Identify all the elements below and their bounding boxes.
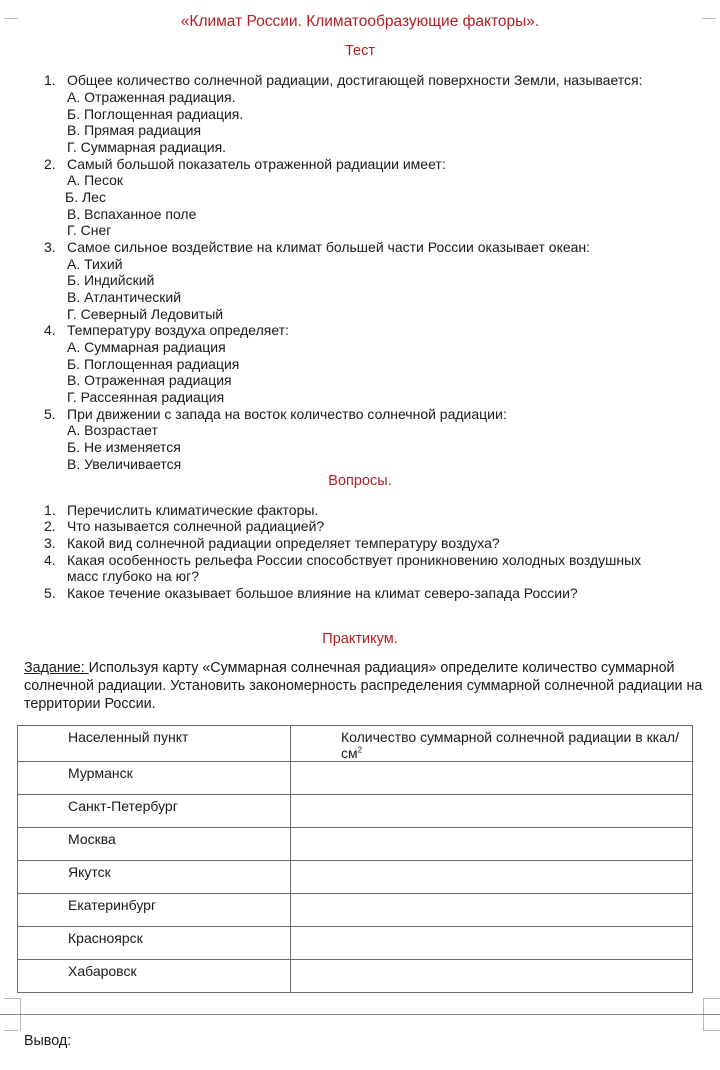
question-text: Перечислить климатические факторы. xyxy=(67,502,319,518)
practicum-heading: Практикум. xyxy=(322,631,398,647)
test-heading: Тест xyxy=(345,43,375,59)
answer-option: Б. Поглощенная радиация xyxy=(67,356,240,372)
answer-option: В. Увеличивается xyxy=(67,456,182,472)
table-row xyxy=(18,960,693,993)
column-header-settlement: Населенный пункт xyxy=(18,726,291,762)
city-cell: Мурманск xyxy=(18,762,291,795)
question-text: Какое течение оказывает большое влияние на климат северо-запада России? xyxy=(67,585,578,601)
answer-option: Г. Снег xyxy=(67,222,112,238)
question-number: 1. xyxy=(44,72,56,88)
value-cell[interactable] xyxy=(291,762,693,795)
question-text: При движении с запада на восток количество солнечной радиации: xyxy=(67,406,507,422)
question-number: 2. xyxy=(44,518,56,534)
value-cell[interactable] xyxy=(291,927,693,960)
answer-option: А. Суммарная радиация xyxy=(67,339,226,355)
answer-option: Б. Лес xyxy=(65,189,106,205)
value-cell[interactable] xyxy=(291,828,693,861)
question-number: 3. xyxy=(44,239,56,255)
value-cell[interactable] xyxy=(291,795,693,828)
answer-option: А. Песок xyxy=(67,172,124,188)
question-text: Температуру воздуха определяет: xyxy=(67,322,289,338)
document-title: «Климат России. Климатообразующие факторы». xyxy=(180,13,540,30)
questions-heading: Вопросы. xyxy=(328,473,392,489)
answer-option: Б. Индийский xyxy=(67,272,155,288)
question-number: 4. xyxy=(44,552,56,568)
question-number: 5. xyxy=(44,406,56,422)
table-row xyxy=(18,927,693,960)
value-cell[interactable] xyxy=(291,960,693,993)
question-text: Общее количество солнечной радиации, достигающей поверхности Земли, называется: xyxy=(67,72,643,88)
table-row xyxy=(18,894,693,927)
question-text: Какая особенность рельефа России способствует проникновению холодных воздушных xyxy=(67,552,642,568)
page-corner-mark xyxy=(4,1030,18,1031)
city-cell: Екатеринбург xyxy=(18,894,291,927)
question-text: Самый большой показатель отраженной радиации имеет: xyxy=(67,156,446,172)
city-cell: Красноярск xyxy=(18,927,291,960)
answer-option: Г. Суммарная радиация. xyxy=(67,139,227,155)
question-text: Самое сильное воздействие на климат большей части России оказывает океан: xyxy=(67,239,591,255)
answer-option: В. Вспаханное поле xyxy=(67,206,197,222)
answer-option: В. Прямая радиация xyxy=(67,122,202,138)
page-break-divider xyxy=(0,1014,720,1015)
question-number: 5. xyxy=(44,585,56,601)
question-number: 1. xyxy=(44,502,56,518)
answer-option: Б. Не изменяется xyxy=(67,439,181,455)
task-label: Задание: xyxy=(24,660,89,676)
question-text: Что называется солнечной радиацией? xyxy=(67,518,325,534)
answer-option: Г. Рассеянная радиация xyxy=(67,389,225,405)
table-row xyxy=(18,762,693,795)
question-text-continued: масс глубоко на юг? xyxy=(67,568,199,584)
column-header-radiation: Количество суммарной солнечной радиации в ккал/$см^2$ xyxy=(291,726,693,762)
city-cell: Якутск xyxy=(18,861,291,894)
city-cell: Хабаровск xyxy=(18,960,291,993)
answer-option: В. Атлантический xyxy=(67,289,182,305)
value-cell[interactable] xyxy=(291,894,693,927)
superscript-2: 2 xyxy=(357,745,363,755)
radiation-table xyxy=(17,725,693,993)
value-cell[interactable] xyxy=(291,861,693,894)
answer-option: Г. Северный Ледовитый xyxy=(67,306,224,322)
question-number: 3. xyxy=(44,535,56,551)
table-row xyxy=(18,861,693,894)
page-corner-mark xyxy=(704,1030,720,1031)
question-text: Какой вид солнечной радиации определяет температуру воздуха? xyxy=(67,535,500,551)
answer-option: В. Отраженная радиация xyxy=(67,372,232,388)
answer-option: А. Отраженная радиация. xyxy=(67,89,236,105)
answer-option: А. Тихий xyxy=(67,256,123,272)
table-row xyxy=(18,795,693,828)
table-header-row xyxy=(18,726,693,762)
answer-option: А. Возрастает xyxy=(67,422,158,438)
conclusion-label: Вывод: xyxy=(24,1033,72,1049)
city-cell: Санкт-Петербург xyxy=(18,795,291,828)
task-text: Используя карту «Суммарная солнечная радиация» определите количество суммарной солнечной радиации. Установить закономерность распределения суммарной солнечной радиации на территории России. xyxy=(24,660,703,712)
table-row xyxy=(18,828,693,861)
city-cell: Москва xyxy=(18,828,291,861)
answer-option: Б. Поглощенная радиация. xyxy=(67,106,244,122)
question-number: 4. xyxy=(44,322,56,338)
question-number: 2. xyxy=(44,156,56,172)
task-paragraph xyxy=(24,659,704,713)
